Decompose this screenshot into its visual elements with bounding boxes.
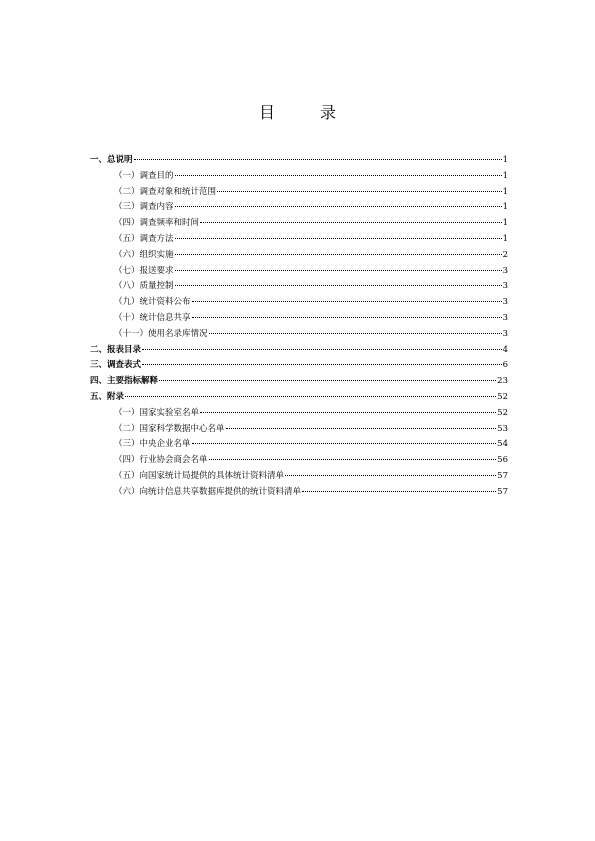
toc-leader-dots [209, 459, 497, 460]
toc-leader-dots [192, 317, 502, 318]
toc-entry-label: （三）调查内容 [114, 202, 174, 213]
toc-entry-label: 二、报表目录 [90, 344, 142, 355]
toc-entry[interactable] [90, 185, 508, 201]
toc-entry-label: （八）质量控制 [114, 281, 174, 292]
toc-entry-label: 五、附录 [90, 391, 125, 402]
toc-leader-dots [175, 285, 502, 286]
toc-leader-dots [200, 412, 496, 413]
toc-leader-dots [200, 222, 502, 223]
toc-leader-dots [192, 301, 502, 302]
toc-entry-page: 52 [497, 391, 508, 402]
toc-entry[interactable] [90, 311, 508, 327]
toc-leader-dots [175, 270, 502, 271]
toc-entry-label: （六）向统计信息共享数据库提供的统计资料清单 [114, 486, 302, 497]
toc-entry-label: （九）统计资料公布 [114, 297, 191, 308]
toc-entry-label: 三、调查表式 [90, 360, 142, 371]
toc-entry-label: （五）调查方法 [114, 233, 174, 244]
toc-entry-page: 2 [502, 249, 508, 260]
toc-entry-page: 1 [502, 155, 508, 165]
toc-entry[interactable] [90, 169, 508, 185]
toc-entry[interactable] [90, 232, 508, 248]
toc-leader-dots [142, 364, 502, 365]
toc-leader-dots [175, 206, 502, 207]
toc-leader-dots [134, 159, 502, 160]
toc-entry-page: 57 [497, 486, 508, 497]
toc-entry-label: （六）组织实施 [114, 249, 174, 260]
toc-entry-label: （三）中央企业名单 [114, 439, 191, 450]
toc-entry[interactable] [90, 200, 508, 216]
toc-entry[interactable] [90, 358, 508, 374]
toc-leader-dots [175, 175, 502, 176]
toc-entry-label: 一、总说明 [90, 155, 133, 165]
toc-entry[interactable] [90, 469, 508, 485]
toc-entry-page: 3 [502, 265, 508, 276]
table-of-contents [90, 153, 508, 501]
toc-leader-dots [159, 380, 496, 381]
toc-entry[interactable] [90, 153, 508, 169]
toc-entry[interactable] [90, 295, 508, 311]
toc-leader-dots [285, 475, 496, 476]
toc-entry-page: 3 [502, 281, 508, 292]
page-title: 目 录 [258, 103, 357, 122]
toc-entry-page: 6 [502, 360, 508, 371]
toc-entry[interactable] [90, 374, 508, 390]
toc-entry-page: 1 [502, 170, 508, 181]
toc-entry-label: （二）调查对象和统计范围 [114, 186, 217, 197]
toc-entry-label: （五）向国家统计局提供的具体统计资料清单 [114, 470, 285, 481]
toc-entry-page: 3 [502, 312, 508, 323]
toc-leader-dots [192, 443, 497, 444]
toc-entry-label: （七）报送要求 [114, 265, 174, 276]
toc-entry-label: （二）国家科学数据中心名单 [114, 423, 225, 434]
toc-leader-dots [125, 396, 496, 397]
toc-entry[interactable] [90, 327, 508, 343]
toc-entry-page: 54 [497, 439, 508, 450]
toc-leader-dots [302, 491, 496, 492]
toc-entry[interactable] [90, 437, 508, 453]
toc-entry-page: 1 [502, 233, 508, 244]
toc-leader-dots [175, 254, 502, 255]
toc-entry[interactable] [90, 279, 508, 295]
toc-entry[interactable] [90, 390, 508, 406]
toc-entry-page: 52 [497, 407, 508, 418]
toc-leader-dots [142, 349, 502, 350]
toc-entry-label: （一）国家实验室名单 [114, 407, 200, 418]
toc-entry-page: 57 [497, 470, 508, 481]
toc-leader-dots [209, 333, 502, 334]
toc-leader-dots [217, 191, 502, 192]
toc-entry-label: （十一）使用名录库情况 [114, 328, 208, 339]
toc-entry[interactable] [90, 343, 508, 359]
toc-entry-page: 1 [502, 202, 508, 213]
toc-entry[interactable] [90, 248, 508, 264]
toc-entry[interactable] [90, 264, 508, 280]
toc-leader-dots [226, 428, 497, 429]
toc-entry-page: 3 [502, 297, 508, 308]
toc-entry[interactable] [90, 406, 508, 422]
toc-entry[interactable] [90, 216, 508, 232]
toc-entry[interactable] [90, 422, 508, 438]
toc-entry-page: 4 [502, 344, 508, 355]
toc-entry-page: 1 [502, 218, 508, 229]
toc-entry-page: 53 [497, 423, 508, 434]
toc-entry-label: （四）行业协会商会名单 [114, 455, 208, 466]
toc-entry-label: （一）调查目的 [114, 170, 174, 181]
toc-entry-label: （四）调查频率和时间 [114, 218, 200, 229]
toc-entry-label: 四、主要指标解释 [90, 376, 159, 387]
toc-entry[interactable] [90, 453, 508, 469]
toc-entry-label: （十）统计信息共享 [114, 312, 191, 323]
toc-entry-page: 1 [502, 186, 508, 197]
toc-entry-page: 56 [497, 455, 508, 466]
toc-entry-page: 3 [502, 328, 508, 339]
toc-entry-page: 23 [497, 376, 508, 387]
toc-entry[interactable] [90, 485, 508, 501]
toc-leader-dots [175, 238, 502, 239]
